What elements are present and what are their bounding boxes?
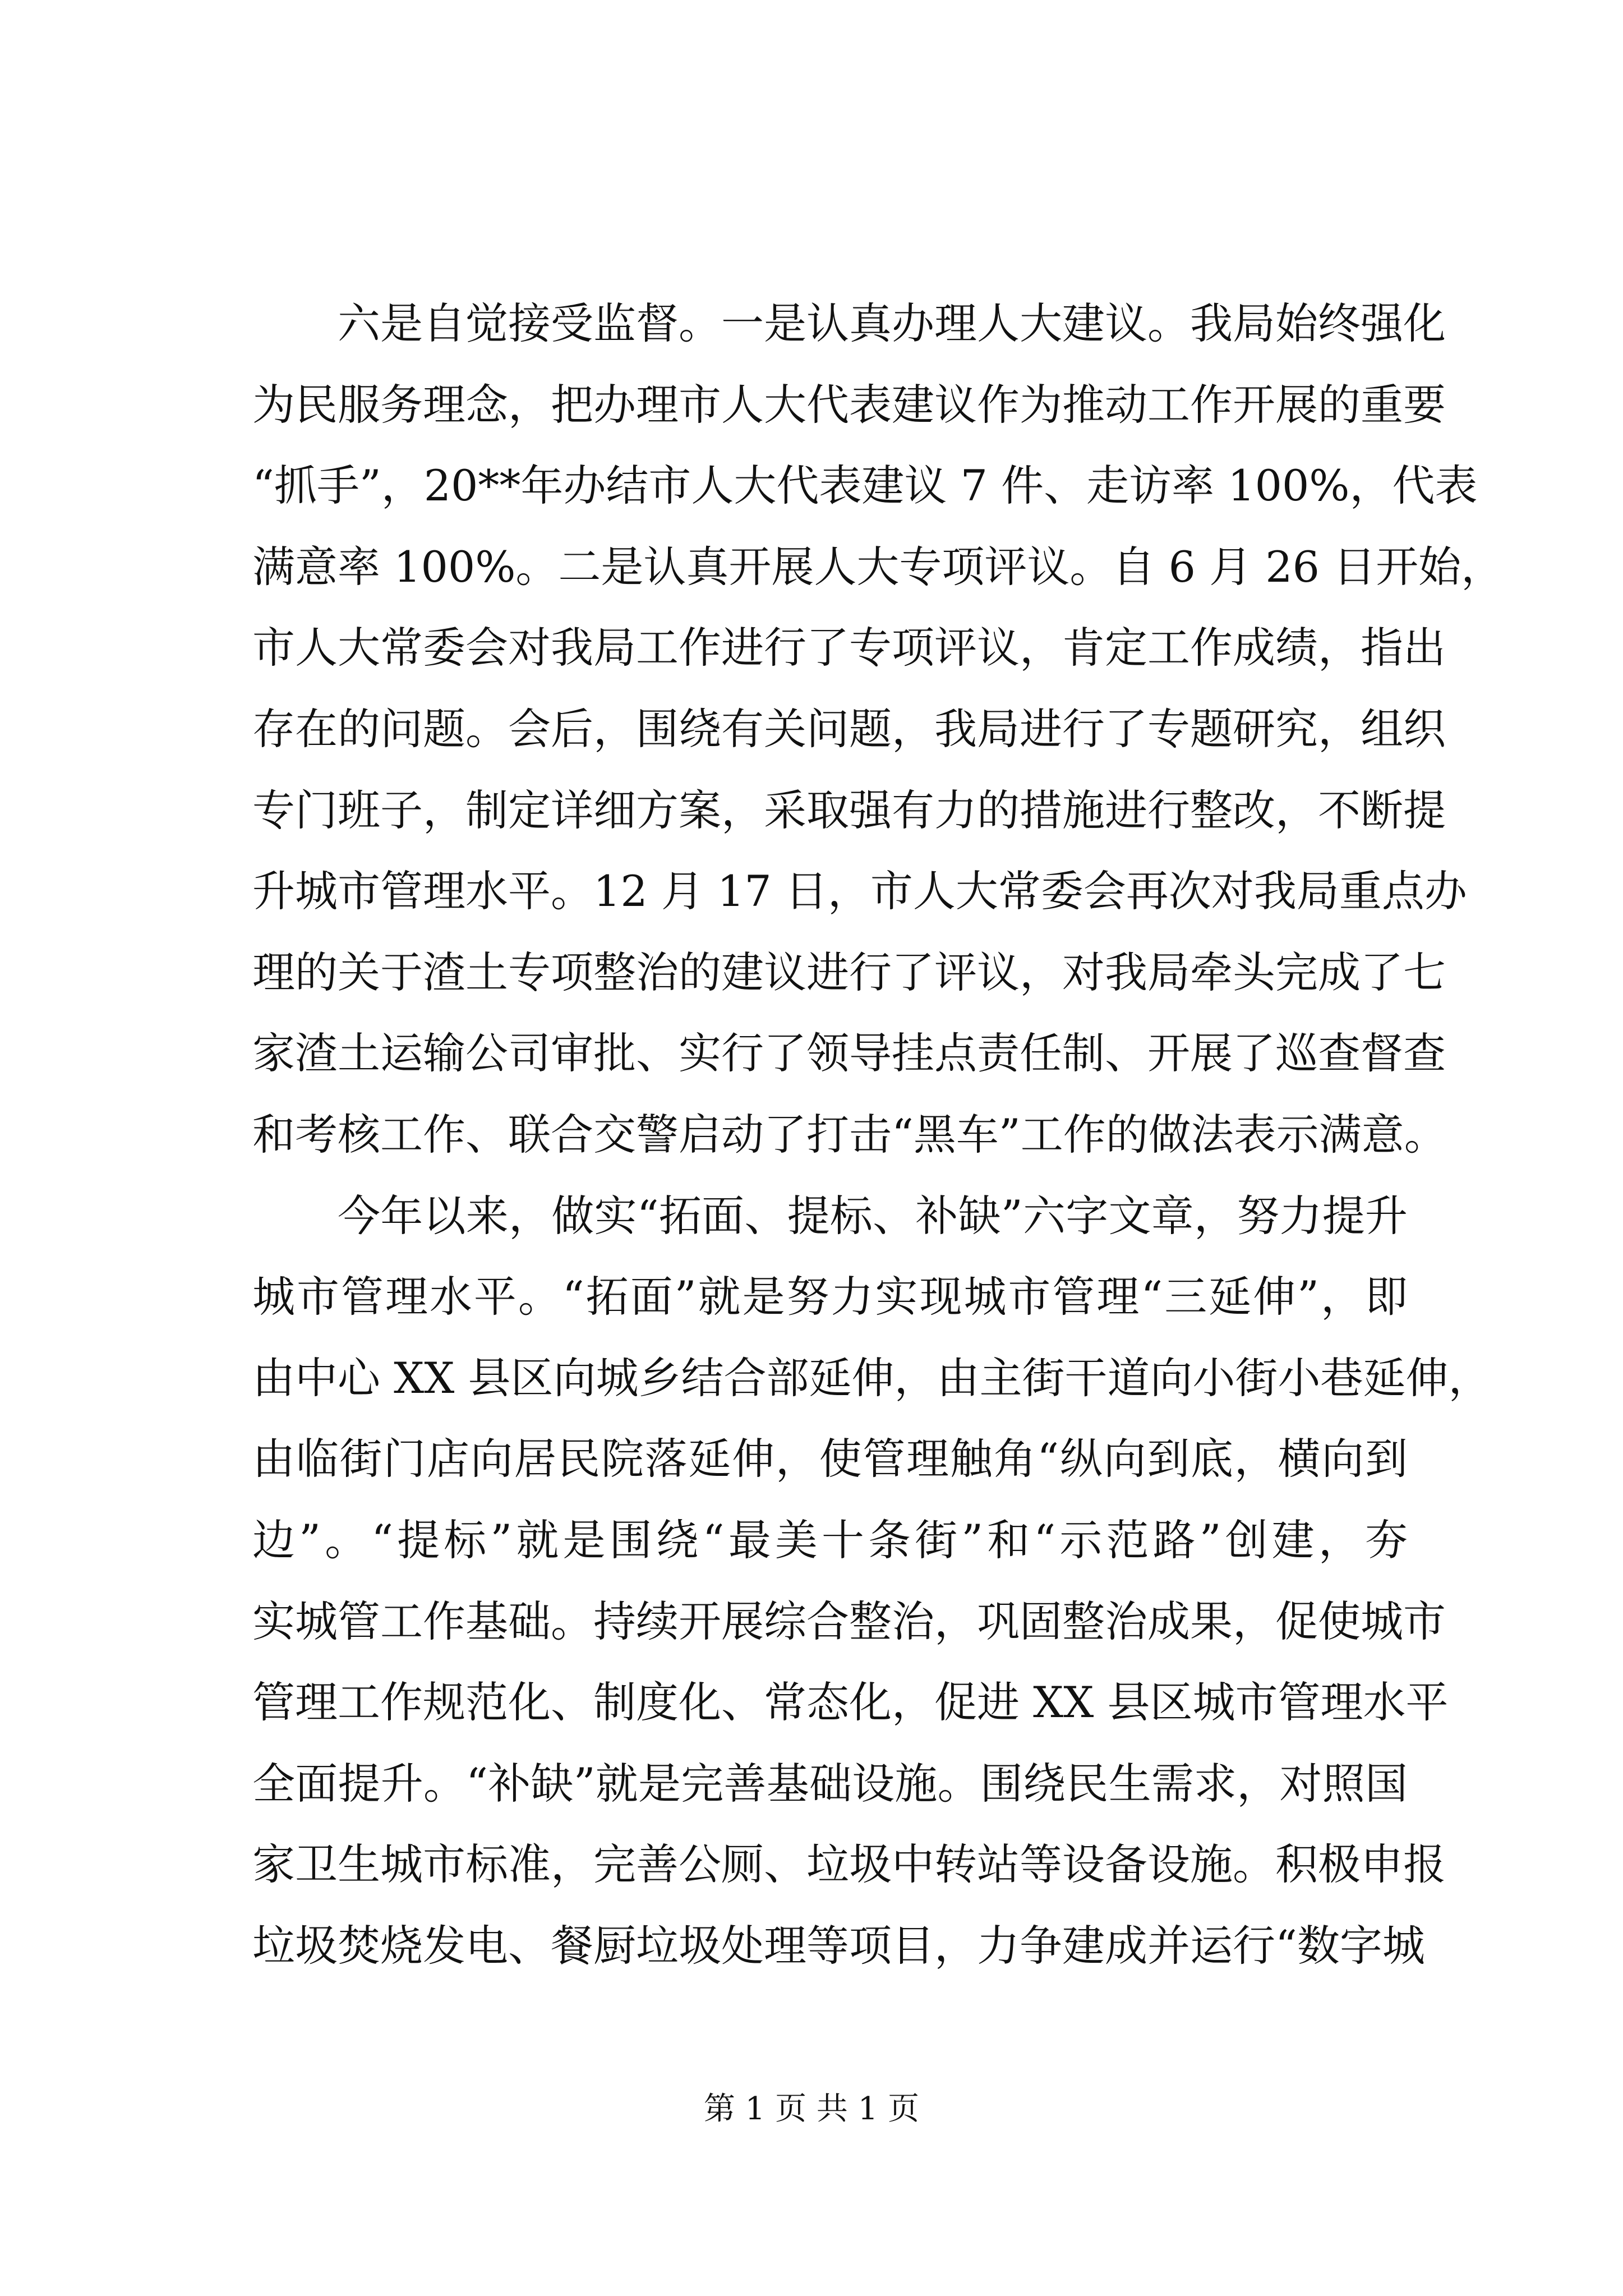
paragraph-2-line-10: 垃圾焚烧发电、餐厨垃圾处理等项目，力争建成并运行“数字城 <box>252 1920 1425 1971</box>
paragraph-2-line-7: 管理工作规范化、制度化、常态化，促进 XX 县区城市管理水平 <box>252 1677 1449 1728</box>
paragraph-1-line-4: 满意率 100%。二是认真开展人大专项评议。自 6 月 26 日开始， <box>252 541 1504 592</box>
paragraph-2-line-8: 全面提升。“补缺”就是完善基础设施。围绕民生需求，对照国 <box>252 1758 1408 1809</box>
paragraph-2-line-6: 实城管工作基础。持续开展综合整治，巩固整治成果，促使城市 <box>252 1596 1446 1646</box>
paragraph-1-line-11: 和考核工作、联合交警启动了打击“黑车”工作的做法表示满意。 <box>252 1109 1447 1159</box>
paragraph-1-line-1: 六是自觉接受监督。一是认真办理人大建议。我局始终强化 <box>338 298 1446 348</box>
paragraph-1-line-8: 升城市管理水平。12 月 17 日，市人大常委会再次对我局重点办 <box>252 866 1467 917</box>
paragraph-1-line-3: “抓手”，20**年办结市人大代表建议 7 件、走访率 100%，代表 <box>252 461 1478 511</box>
paragraph-2-line-2: 城市管理水平。“拓面”就是努力实现城市管理“三延伸”，即 <box>252 1272 1408 1322</box>
paragraph-2-line-4: 由临街门店向居民院落延伸，使管理触角“纵向到底，横向到 <box>252 1434 1408 1484</box>
paragraph-1-line-9: 理的关于渣土专项整治的建议进行了评议，对我局牵头完成了七 <box>252 947 1446 997</box>
paragraph-1 <box>252 283 1504 1176</box>
paragraph-1-line-2: 为民服务理念，把办理市人大代表建议作为推动工作开展的重要 <box>252 379 1446 430</box>
paragraph-2 <box>252 1176 1491 1987</box>
paragraph-2-line-9: 家卫生城市标准，完善公厕、垃圾中转站等设备设施。积极申报 <box>252 1839 1446 1890</box>
paragraph-2-line-5: 边”。“提标”就是围绕“最美十条街”和“示范路”创建，夯 <box>252 1515 1408 1565</box>
paragraph-1-line-7: 专门班子，制定详细方案，采取强有力的措施进行整改，不断提 <box>252 785 1446 835</box>
page-footer: 第 1 页 共 1 页 <box>703 2091 920 2127</box>
paragraph-1-line-5: 市人大常委会对我局工作进行了专项评议，肯定工作成绩，指出 <box>252 623 1446 673</box>
document-body <box>252 283 1504 1986</box>
paragraph-2-line-3: 由中心 XX 县区向城乡结合部延伸，由主街干道向小街小巷延伸， <box>252 1352 1491 1403</box>
paragraph-1-line-6: 存在的问题。会后，围绕有关问题，我局进行了专题研究，组织 <box>252 703 1446 754</box>
paragraph-2-line-1: 今年以来，做实“拓面、提标、补缺”六字文章，努力提升 <box>338 1190 1408 1241</box>
paragraph-1-line-10: 家渣土运输公司审批、实行了领导挂点责任制、开展了巡查督查 <box>252 1028 1446 1079</box>
